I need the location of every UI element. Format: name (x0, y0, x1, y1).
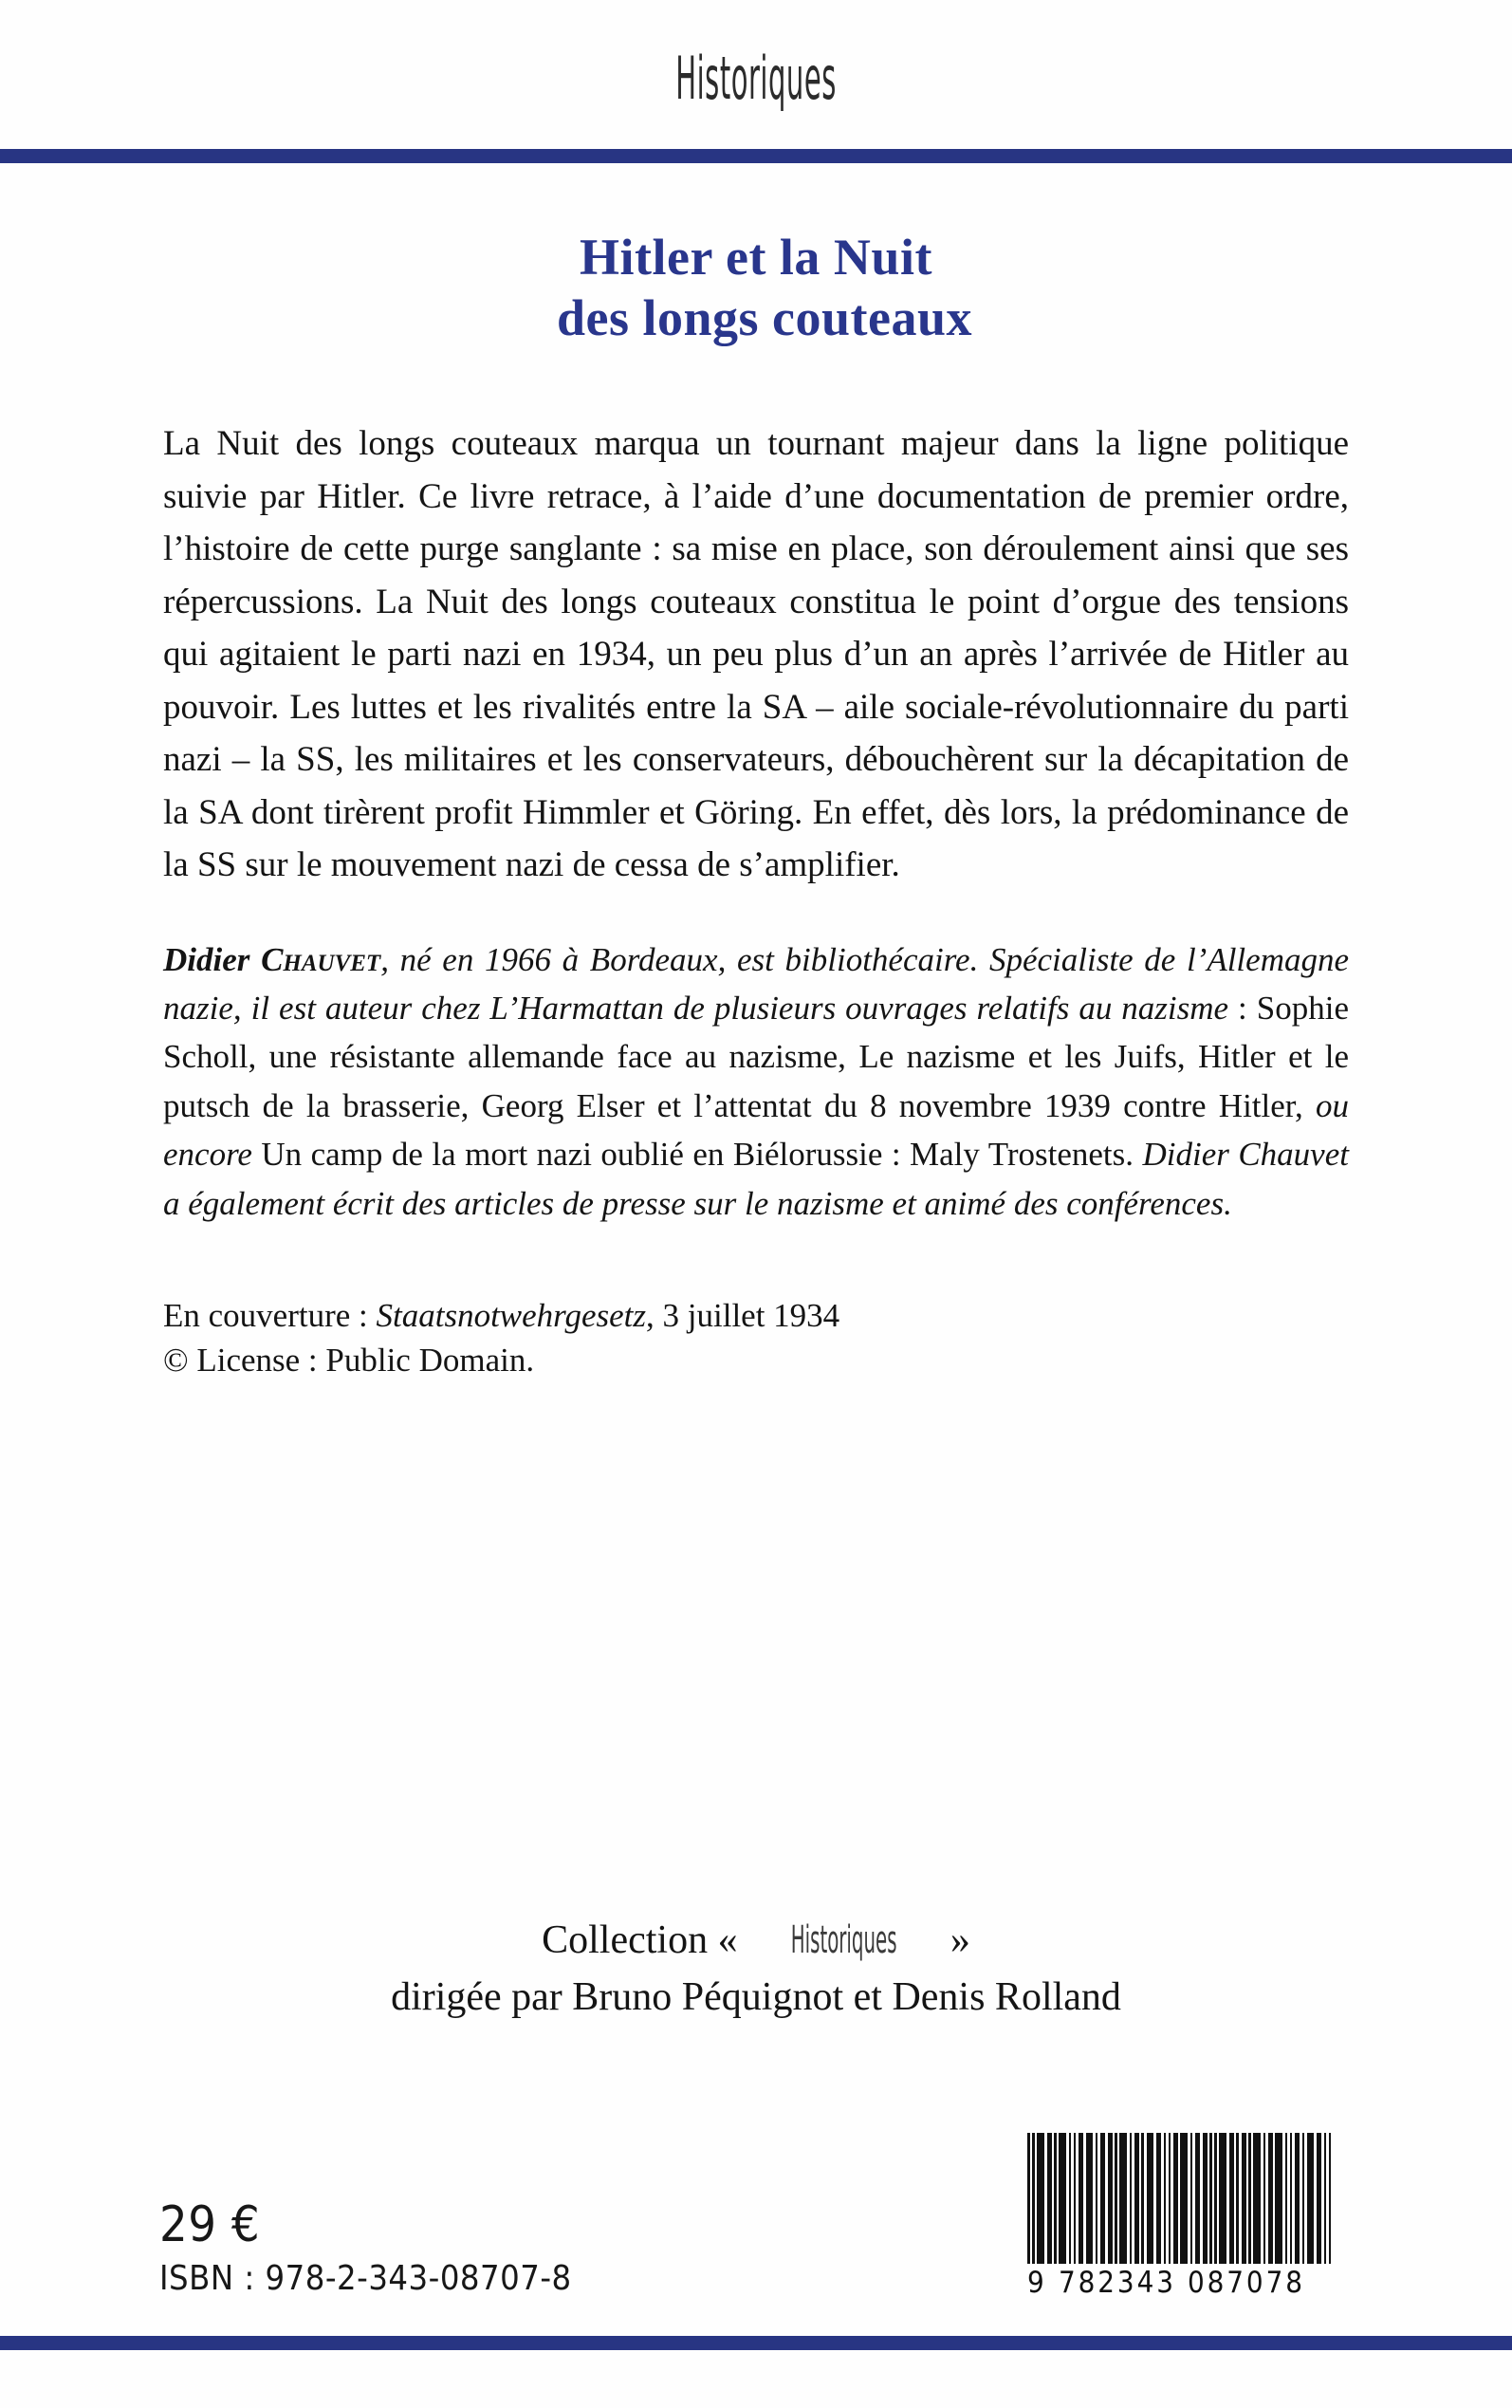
barcode-bar (1219, 2133, 1226, 2264)
barcode-bar (1037, 2133, 1044, 2264)
barcode-digit: 3 (1116, 2266, 1135, 2300)
author-first-name: Didier (163, 940, 250, 978)
bio-connector: ou encore (163, 1086, 1350, 1174)
barcode-group-right (1187, 2266, 1304, 2300)
barcode-digit: 0 (1245, 2266, 1264, 2300)
collection-footer-prefix: Collection « (542, 1918, 748, 1962)
barcode-digit: 3 (1156, 2266, 1174, 2300)
barcode-digit: 7 (1226, 2266, 1245, 2300)
barcode-digits (1027, 2266, 1331, 2300)
barcode-digit: 2 (1097, 2266, 1116, 2300)
license-line: © License : Public Domain. (163, 1341, 535, 1379)
collection-footer (0, 1915, 1512, 2024)
price-isbn-block (159, 2196, 572, 2301)
collection-header (0, 44, 1512, 113)
page-title (0, 228, 1512, 348)
barcode-bar (1307, 2133, 1315, 2264)
content-column (163, 417, 1349, 1382)
author-last-name: Chauvet (261, 940, 381, 978)
bio-colon: : (1228, 989, 1257, 1027)
barcode-digit: 4 (1136, 2266, 1155, 2300)
isbn-label: ISBN : 978-2-343-08707-8 (159, 2258, 572, 2298)
barcode-bar (1329, 2133, 1332, 2264)
barcode-digit: 8 (1285, 2266, 1303, 2300)
barcode-digit: 8 (1078, 2266, 1097, 2300)
barcode-digit: 8 (1207, 2266, 1226, 2300)
barcode-digit: 7 (1058, 2266, 1077, 2300)
barcode-bars (1027, 2133, 1331, 2264)
barcode-bar (1253, 2133, 1261, 2264)
barcode-bar (1147, 2133, 1154, 2264)
collection-footer-name: Historiques (790, 1918, 897, 1962)
author-biography (163, 935, 1349, 1229)
cover-credit-work: Staatsnotwehrgesetz (376, 1297, 647, 1335)
book-blurb: La Nuit des longs couteaux marqua un tournant majeur dans la ligne politique suivie par Hitler. Ce livre retrace, à l’aide d’une documentation de premier ordre, l’histoire de cette purge sanglante : sa mise en place, son déroulement ainsi que ses répercussions. La Nuit des longs couteaux constitua le point d’orgue des tensions qui agitaient le parti nazi en 1934, un peu plus d’un an après l’arrivée de Hitler au pouvoir. Les luttes et les rivalités entre la SA – aile sociale-révolutionnaire du parti nazi – la SS, les militaires et les conservateurs, débouchèrent sur la décapitation de la SA dont tirèrent profit Himmler et Göring. En effet, dès lors, la prédominance de la SS sur le mouvement nazi de cessa de s’amplifier. (163, 424, 1349, 884)
page-title-line-2: des longs couteaux (556, 288, 973, 346)
bio-titles-1: Sophie Scholl, une résistante allemande face au nazisme, Le nazisme et les Juifs, Hitler et le putsch de la brasserie, Georg Elser et l’attentat du 8 novembre 1939 contre Hitler, (163, 989, 1349, 1124)
cover-credits (163, 1294, 1349, 1382)
barcode-group-left (1058, 2266, 1175, 2300)
barcode-bar (1275, 2133, 1282, 2264)
collection-footer-suffix: » (940, 1918, 970, 1962)
top-rule-divider (0, 149, 1512, 163)
bio-part-2: Didier Chauvet a également écrit des articles de presse sur le nazisme et animé des conférences. (163, 1136, 1349, 1222)
barcode-digit: 7 (1265, 2266, 1284, 2300)
barcode-bar (1119, 2133, 1127, 2264)
cover-credit-label: En couverture : (163, 1297, 377, 1335)
collection-directors: dirigée par Bruno Péquignot et Denis Rolland (391, 1974, 1121, 2019)
bio-part-1: , né en 1966 à Bordeaux, est bibliothécaire. Spécialiste de l’Allemagne nazie, il est auteur chez L’Harmattan de plusieurs ouvrages relatifs au nazisme (163, 940, 1350, 1027)
page-title-line-1: Hitler et la Nuit (580, 229, 932, 286)
ean13-barcode (1027, 2133, 1331, 2300)
cover-credit-line (163, 1294, 1349, 1339)
bio-titles-2: Un camp de la mort nazi oublié en Biélorussie : Maly Trostenets. (261, 1136, 1134, 1174)
barcode-bar (1059, 2133, 1066, 2264)
collection-footer-line-1 (0, 1915, 1512, 1967)
collection-header-label: Historiques (675, 44, 837, 113)
barcode-digit-first: 9 (1027, 2266, 1045, 2300)
cover-credit-date: , 3 juillet 1934 (646, 1297, 840, 1335)
price-label: 29 € (159, 2196, 261, 2253)
bottom-rule-divider (0, 2336, 1512, 2350)
barcode-bar (1086, 2133, 1094, 2264)
barcode-bar (1180, 2133, 1188, 2264)
barcode-digit: 0 (1187, 2266, 1206, 2300)
